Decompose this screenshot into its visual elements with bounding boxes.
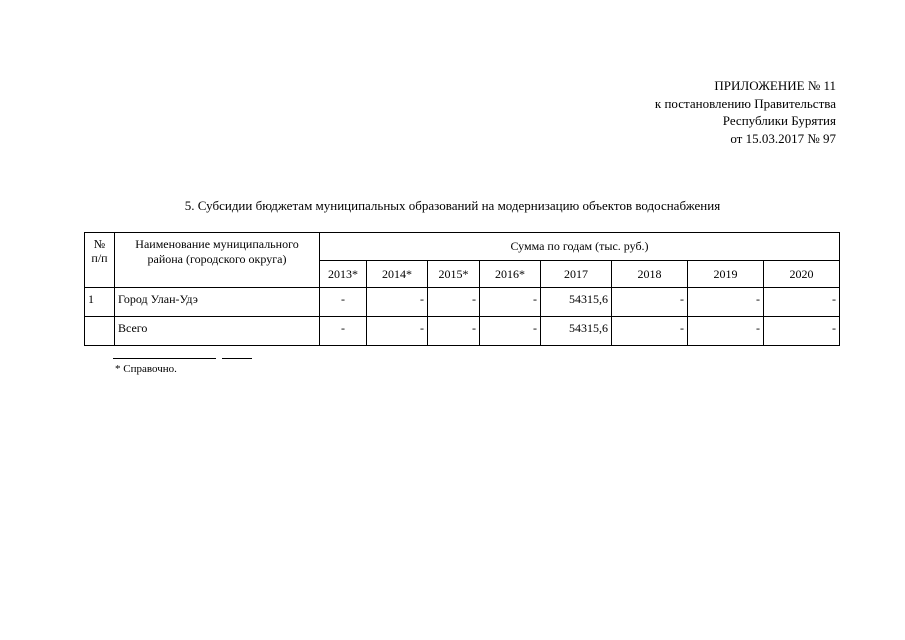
year-header: 2013* bbox=[320, 261, 367, 288]
row-value: - bbox=[320, 288, 367, 317]
row-name: Город Улан-Удэ bbox=[115, 288, 320, 317]
row-value: 54315,6 bbox=[541, 317, 612, 346]
year-header: 2019 bbox=[688, 261, 764, 288]
subsidy-table bbox=[84, 232, 840, 346]
footnote: * Справочно. bbox=[115, 363, 177, 375]
header-sum: Сумма по годам (тыс. руб.) bbox=[320, 233, 840, 261]
row-value: - bbox=[428, 317, 480, 346]
row-value: - bbox=[367, 317, 428, 346]
document-title: 5. Субсидии бюджетам муниципальных образований на модернизацию объектов водоснабжения bbox=[184, 198, 721, 213]
row-value: - bbox=[688, 317, 764, 346]
row-value: - bbox=[764, 317, 840, 346]
year-header: 2017 bbox=[541, 261, 612, 288]
appendix-ref-line: к постановлению Правительства bbox=[654, 95, 836, 111]
row-value: - bbox=[428, 288, 480, 317]
row-value: 54315,6 bbox=[541, 288, 612, 317]
row-value: - bbox=[612, 317, 688, 346]
table-row bbox=[85, 317, 840, 346]
row-value: - bbox=[480, 288, 541, 317]
row-value: - bbox=[320, 317, 367, 346]
appendix-date: от 15.03.2017 № 97 bbox=[730, 130, 836, 146]
year-header: 2018 bbox=[612, 261, 688, 288]
year-header: 2014* bbox=[367, 261, 428, 288]
table-row bbox=[85, 288, 840, 317]
year-header: 2016* bbox=[480, 261, 541, 288]
row-value: - bbox=[367, 288, 428, 317]
row-value: - bbox=[480, 317, 541, 346]
appendix-number: ПРИЛОЖЕНИЕ № 11 bbox=[714, 78, 836, 93]
footnote-rule bbox=[113, 358, 216, 359]
row-num: 1 bbox=[85, 288, 115, 317]
year-header: 2015* bbox=[428, 261, 480, 288]
row-num bbox=[85, 317, 115, 346]
header-num: № п/п bbox=[85, 233, 115, 288]
appendix-ref-line: Республики Бурятия bbox=[722, 113, 836, 128]
row-value: - bbox=[764, 288, 840, 317]
row-value: - bbox=[688, 288, 764, 317]
row-name: Всего bbox=[115, 317, 320, 346]
year-header: 2020 bbox=[764, 261, 840, 288]
appendix-header bbox=[655, 77, 836, 147]
footnote-rule bbox=[222, 358, 252, 359]
row-value: - bbox=[612, 288, 688, 317]
header-name: Наименование муниципального района (городского округа) bbox=[115, 233, 320, 288]
